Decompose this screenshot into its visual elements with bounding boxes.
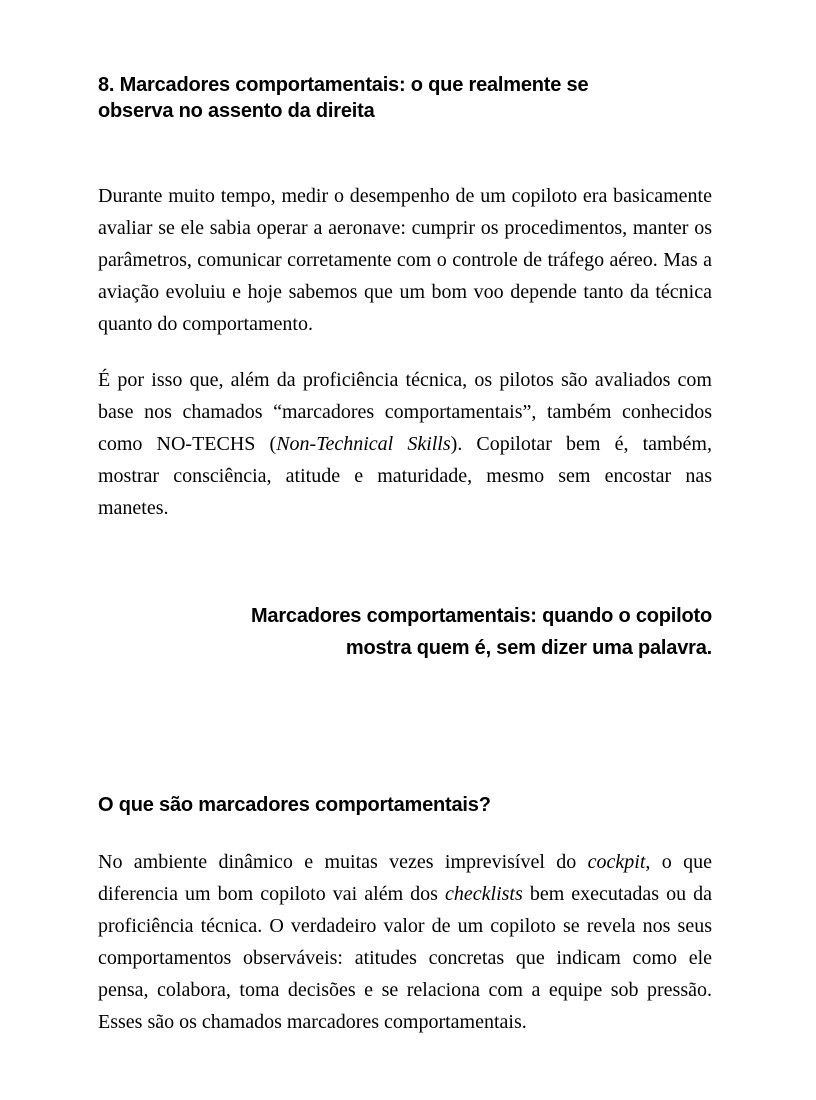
pull-quote-line: mostra quem é, sem dizer uma palavra. <box>345 637 712 659</box>
text-run: , o que diferencia um bom copiloto vai além dos <box>98 851 712 905</box>
italic-text-run: Non-Technical Skills <box>276 433 451 455</box>
text-run: No ambiente dinâmico e muitas vezes imprevisível do <box>98 851 588 873</box>
section-heading: O que são marcadores comportamentais? <box>98 794 491 816</box>
chapter-heading-line: observa no assento da direita <box>98 100 375 122</box>
paragraph-definition <box>98 846 712 1038</box>
italic-text-run: cockpit <box>587 851 646 873</box>
text-run: bem executadas ou da proficiência técnica. O verdadeiro valor de um copiloto se revela nos seus comportamentos observáveis: atitudes concretas que indicam como ele pensa, colabora, toma decisões e se relaciona com a equipe sob pressão. Esses são os chamados marcadores comportamentais. <box>98 883 712 1033</box>
chapter-heading <box>98 72 712 124</box>
chapter-heading-line: 8. Marcadores comportamentais: o que realmente se <box>98 74 589 96</box>
paragraph-no-techs <box>98 364 712 524</box>
text-run: É por isso que, além da proficiência técnica, os pilotos são avaliados com base nos chamados “marcadores comportamentais”, também conhecidos como NO-TECHS ( <box>98 369 712 455</box>
italic-text-run: checklists <box>445 883 523 905</box>
pull-quote <box>98 600 712 664</box>
text-run: Durante muito tempo, medir o desempenho de um copiloto era basicamente avaliar se ele sabia operar a aeronave: cumprir os procedimentos, manter os parâmetros, comunicar corretamente com o controle de tráfego aéreo. Mas a aviação evoluiu e hoje sabemos que um bom voo depende tanto da técnica quanto do comportamento. <box>98 185 712 335</box>
text-run: ). Copilotar bem é, também, mostrar consciência, atitude e maturidade, mesmo sem encostar nas manetes. <box>98 433 712 519</box>
paragraph-intro <box>98 180 712 340</box>
pull-quote-line: Marcadores comportamentais: quando o copiloto <box>250 605 712 627</box>
